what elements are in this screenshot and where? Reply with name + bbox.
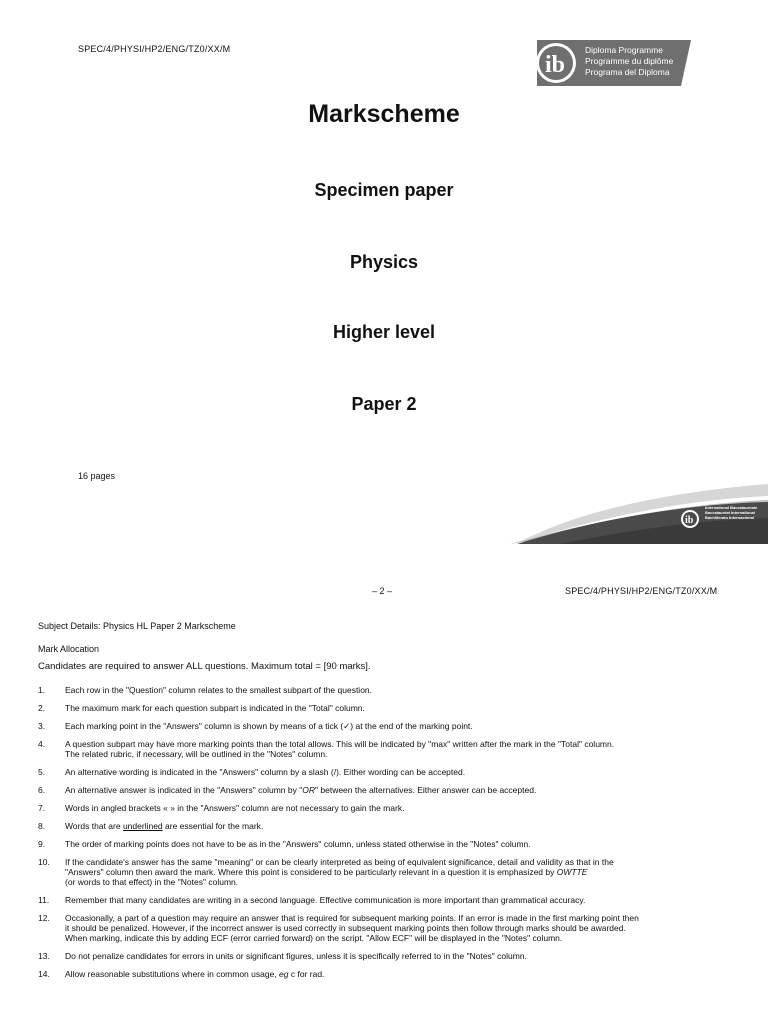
list-item: 13. Do not penalize candidates for errors in units or significant figures, unless it is specifically referred to in the "Notes" column. [38, 951, 527, 961]
page-number: – 2 – [372, 586, 393, 596]
list-item: 4. A question subpart may have more marking points than the total allows. This will be indicated by "max" written after the mark in the "Total" column. The related rubric, if necessary, will be outlined in the "Notes" column. [38, 739, 615, 759]
list-item: 1. Each row in the "Question" column relates to the smallest subpart of the question. [38, 685, 373, 695]
level-name: Higher level [332, 322, 436, 342]
svg-text:ib: ib [545, 52, 566, 78]
list-item: 3. Each marking point in the "Answers" column is shown by means of a tick (✓) at the end of the marking point. [38, 721, 473, 731]
document-subtitle: Specimen paper [314, 180, 454, 200]
paper-number: Paper 2 [351, 394, 417, 414]
logo-line: Programa del Diploma [585, 67, 670, 77]
ib-logo [531, 40, 691, 86]
page-count: 16 pages [78, 471, 116, 481]
subject-details: Subject Details: Physics HL Paper 2 Markscheme [38, 621, 236, 631]
ib-logo-text [585, 45, 673, 78]
svg-text:ib: ib [685, 515, 694, 526]
list-item: 14. Allow reasonable substitutions where in common usage, eg c for rad. [38, 969, 325, 979]
document-code: SPEC/4/PHYSI/HP2/ENG/TZ0/XX/M [565, 586, 718, 596]
list-item: 8. Words that are underlined are essential for the mark. [38, 821, 264, 831]
list-item: 12. Occasionally, a part of a question may require an answer that is required for subsequent marking points. If an error is made in the first marking point then it should be penalized. However, if the incorrect answer is used correctly in subsequent marking points then follow through marks should be awarded. When marking, indicate this by adding ECF (error carried forward) on the script. "Allow ECF" will be displayed in the "Notes" column. [38, 913, 639, 943]
list-item: 7. Words in angled brackets « » in the "Answers" column are not necessary to gain the mark. [38, 803, 405, 813]
ibo-logo-text: International Baccalaureate Baccalauréat International Bachillerato Internacional [705, 505, 758, 520]
logo-line: Programme du diplôme [585, 56, 674, 66]
list-item: 2. The maximum mark for each question subpart is indicated in the "Total" column. [38, 703, 365, 713]
document-title: Markscheme [308, 100, 460, 128]
document-code: SPEC/4/PHYSI/HP2/ENG/TZ0/XX/M [78, 44, 231, 54]
marking-rules-list [38, 685, 738, 987]
mark-allocation-heading: Mark Allocation [38, 644, 100, 654]
list-item: 6. An alternative answer is indicated in the "Answers" column by "OR" between the alternatives. Either answer can be accepted. [38, 785, 537, 795]
subject-name: Physics [349, 252, 419, 272]
list-item: 11. Remember that many candidates are writing in a second language. Effective communication is more important than grammatical accuracy. [38, 895, 586, 905]
list-item: 9. The order of marking points does not have to be as in the "Answers" column, unless stated otherwise in the "Notes" column. [38, 839, 531, 849]
list-item: 5. An alternative wording is indicated in the "Answers" column by a slash (/). Either wording can be accepted. [38, 767, 466, 777]
logo-line: Diploma Programme [585, 45, 663, 55]
markscheme-page-2 [0, 560, 768, 1024]
candidates-instruction: Candidates are required to answer ALL questions. Maximum total = [90 marks]. [38, 661, 371, 672]
list-item: 10. If the candidate's answer has the same "meaning" or can be clearly interpreted as being of equivalent significance, detail and validity as that in the "Answers" column then award the mark. Where this point is considered to be particularly relevant in a question it is emphasized by OWTTE (or words to that effect) in the "Notes" column. [38, 857, 614, 887]
